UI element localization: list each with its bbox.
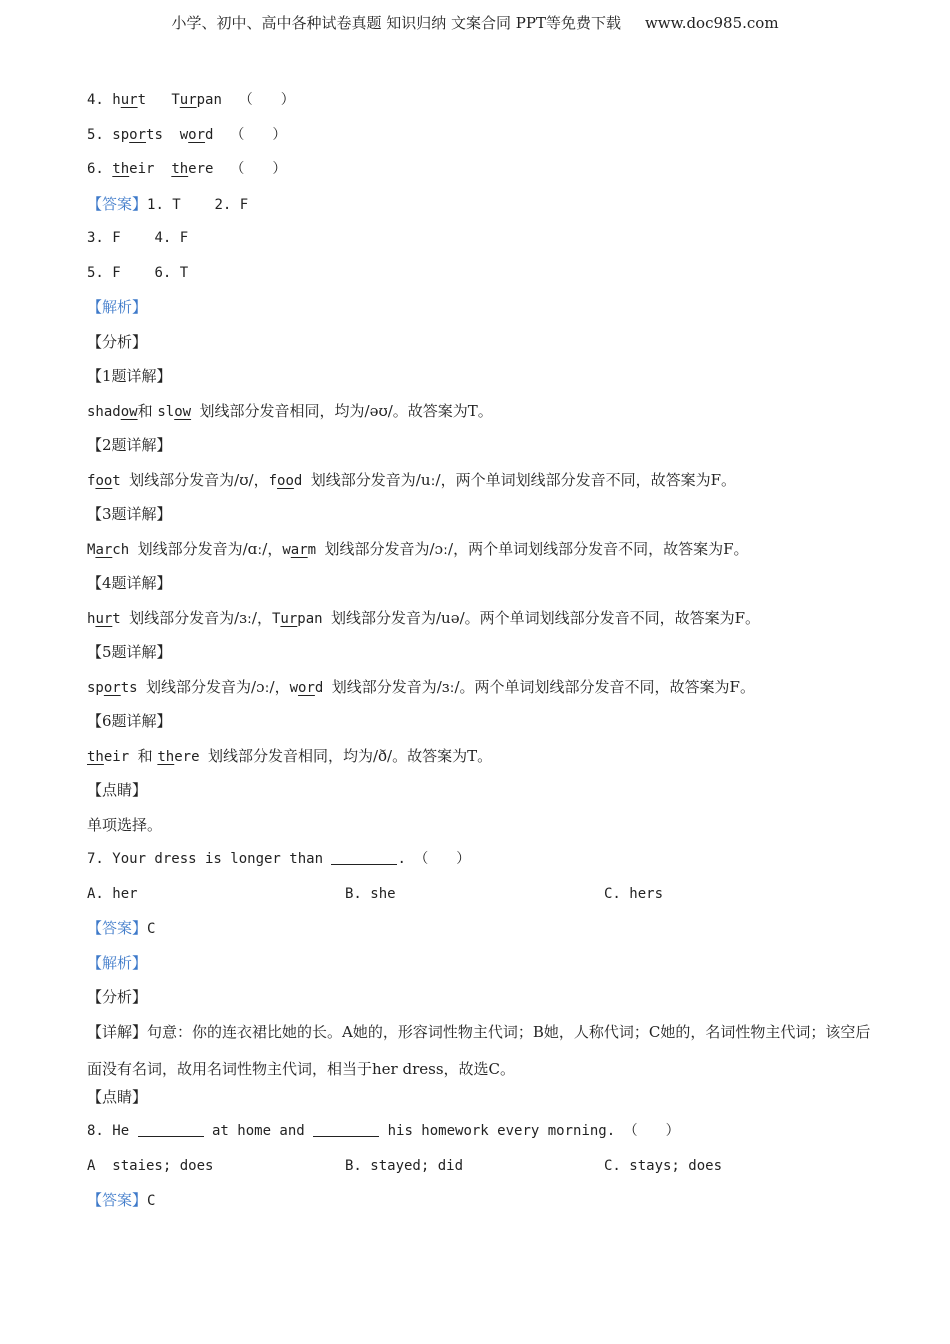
detail-2-title: 【2题详解】 [87, 436, 172, 454]
answer-row-1: 【答案】1. T 2. F [87, 194, 249, 213]
answer-blank [331, 850, 397, 865]
document-body [87, 89, 877, 1224]
question-6: 6. their there （ ） [87, 161, 287, 177]
detail-4-title: 【4题详解】 [87, 574, 172, 592]
question-4: 4. hurt Turpan （ ） [87, 92, 295, 108]
question-5: 5. sports word （ ） [87, 126, 287, 143]
question-7-fenxi: 【分析】 [87, 988, 148, 1006]
detail-2: foot 划线部分发音为/ʊ/，food 划线部分发音为/uː/，两个单词划线部分发音不同，故答案为F。 [87, 470, 736, 489]
detail-5: sports 划线部分发音为/ɔː/，word 划线部分发音为/ɜː/。两个单词划线部分发音不同，故答案为F。 [87, 677, 755, 696]
answer-blank [313, 1122, 379, 1137]
detail-1-title: 【1题详解】 [87, 367, 172, 385]
jiexi-heading: 【解析】 [87, 298, 148, 316]
detail-6-title: 【6题详解】 [87, 712, 172, 730]
option-b: B. she [345, 885, 396, 902]
question-8-options [87, 1155, 877, 1190]
option-a: A staies; does [87, 1157, 214, 1174]
question-7-jiexi: 【解析】 [87, 953, 148, 972]
answer-row-3: 5. F 6. T [87, 264, 189, 281]
detail-5-title: 【5题详解】 [87, 643, 172, 661]
dianjing-heading-1: 【点睛】 [87, 781, 148, 799]
question-7-detail: 【详解】句意：你的连衣裙比她的长。A她的，形容词性物主代词；B她，人称代词；C她的，名词性物主代词；该空后面没有名词，故用名词性物主代词，相当于her dress，故选C。 [87, 1022, 871, 1078]
answer-row-2: 3. F 4. F [87, 230, 189, 246]
detail-3: March 划线部分发音为/ɑː/，warm 划线部分发音为/ɔː/，两个单词划线部分发音不同，故答案为F。 [87, 539, 749, 558]
detail-6: their 和 there 划线部分发音相同，均为/ð/。故答案为T。 [87, 746, 493, 765]
question-7-options [87, 883, 877, 918]
option-b: B. stayed; did [345, 1157, 464, 1174]
answer-label: 【答案】 [87, 194, 148, 213]
question-7: 7. Your dress is longer than . （ ） [87, 851, 471, 867]
header-site: www.doc985.com [644, 14, 779, 32]
option-c: C. hers [604, 885, 664, 902]
detail-4: hurt 划线部分发音为/ɜː/，Turpan 划线部分发音为/uə/。两个单词划线部分发音不同，故答案为F。 [87, 608, 761, 627]
page-header [0, 12, 950, 33]
question-8-answer: 【答案】C [87, 1191, 156, 1209]
question-7-dianjing: 【点睛】 [87, 1087, 148, 1106]
header-text: 小学、初中、高中各种试卷真题 知识归纳 文案合同 PPT等免费下载 [171, 14, 621, 32]
fenxi-heading: 【分析】 [87, 332, 148, 351]
option-a: A. her [87, 885, 138, 902]
section-title: 单项选择。 [87, 815, 163, 834]
question-7-answer: 【答案】C [87, 919, 156, 937]
answer-blank [138, 1122, 204, 1137]
detail-1: shadow和 slow 划线部分发音相同，均为/əʊ/。故答案为T。 [87, 401, 493, 420]
question-8: 8. He at home and his homework every morning. （ ） [87, 1123, 680, 1139]
option-c: C. stays; does [604, 1157, 723, 1174]
detail-3-title: 【3题详解】 [87, 505, 172, 523]
